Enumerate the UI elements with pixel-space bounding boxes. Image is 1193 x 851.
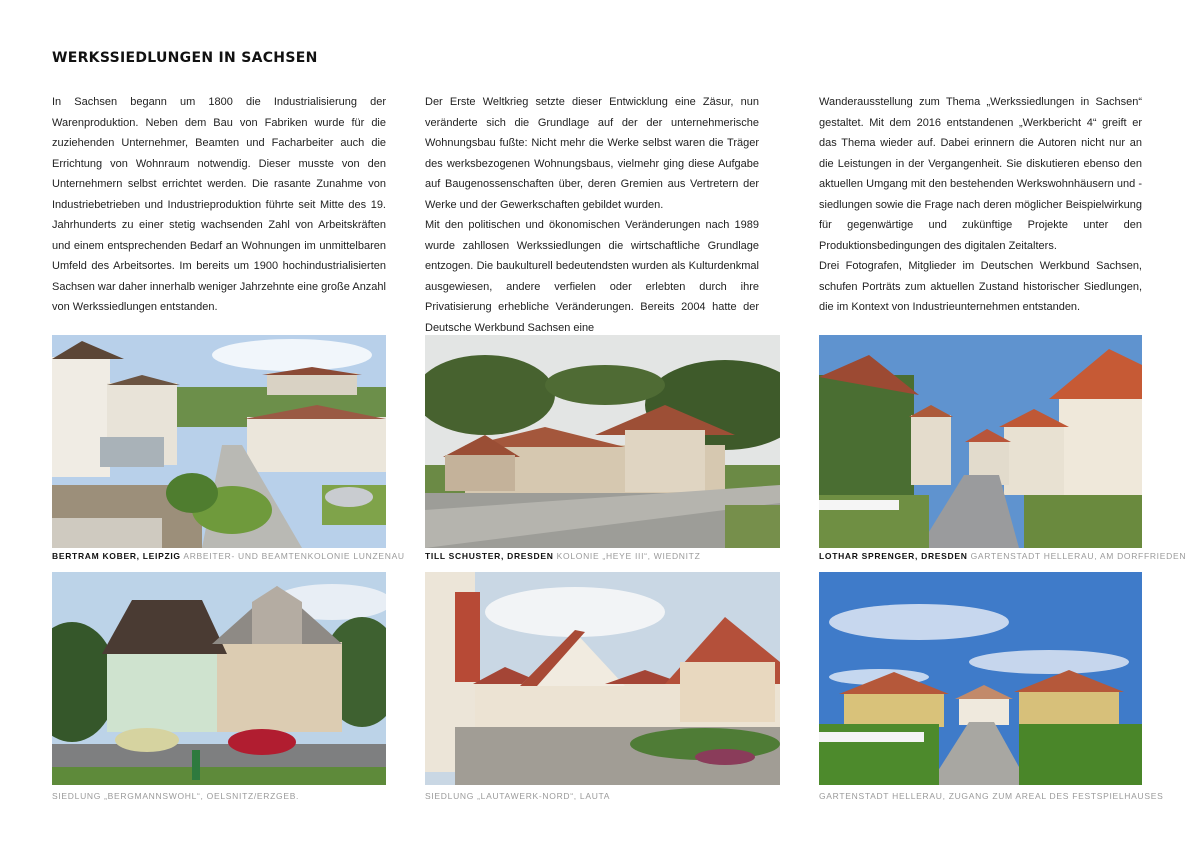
paragraph: Wanderausstellung zum Thema „Werkssiedlungen in Sachsen“ gestaltet. Mit dem 2016 entstandenen „Werkbericht 4“ greift er das Thema wieder auf. Dabei erinnern die Autoren nicht nur an die Leistungen in der Vergangenheit. Sie diskutieren ebenso den aktuellen Umgang mit den bestehenden Werkswohnhäusern und -siedlungen sowie die Frage nach deren möglicher Beispielwirkung für gegenwärtige und zukünftige Projekte unter den Produktionsbedingungen des digitalen Zeitalters.: [819, 96, 1142, 252]
caption-photo-2: [425, 551, 700, 561]
caption-photo-1: [52, 551, 405, 561]
caption-photo-4: [52, 791, 299, 801]
page-heading: WERKSSIEDLUNGEN IN SACHSEN: [52, 50, 318, 66]
paragraph: Drei Fotografen, Mitglieder im Deutschen Werkbund Sachsen, schufen Porträts zum aktuellen Zustand historischer Siedlungen, die im Kontext von Industrieunternehmen entstanden.: [819, 260, 1142, 313]
location-label: KOLONIE „HEYE III“, WIEDNITZ: [556, 551, 701, 561]
photo-hellerau-dorffrieden: [819, 335, 1142, 548]
location-label: GARTENSTADT HELLERAU, ZUGANG ZUM AREAL DES FESTSPIELHAUSES: [819, 791, 1164, 801]
photographer-credit: TILL SCHUSTER, DRESDEN: [425, 551, 554, 561]
photo-bergmannswohl: [52, 572, 386, 785]
caption-photo-6: [819, 791, 1163, 801]
location-label: SIEDLUNG „LAUTAWERK-NORD“, LAUTA: [425, 791, 611, 801]
caption-photo-5: [425, 791, 610, 801]
text-column-1: [52, 92, 386, 318]
photo-heye-iii: [425, 335, 780, 548]
text-column-2: [425, 92, 759, 338]
text-column-3: [819, 92, 1142, 318]
photo-lautawerk-nord: [425, 572, 780, 785]
paragraph: Mit den politischen und ökonomischen Veränderungen nach 1989 wurde zahllosen Werkssiedlungen die wirtschaftliche Grundlage entzogen. Die baukulturell bedeutendsten wurden als Kulturdenkmal ausgewiesen, andere verfielen oder erlebten durch ihre Privatisierung erhebliche Veränderungen. Bereits 2004 hatte der Deutsche Werkbund Sachsen eine: [425, 219, 759, 334]
location-label: GARTENSTADT HELLERAU, AM DORFFRIEDEN: [970, 551, 1187, 561]
paragraph: Der Erste Weltkrieg setzte dieser Entwicklung eine Zäsur, nun veränderte sich die Grundlage auf der der unternehmerische Wohnungsbau fußte: Nicht mehr die Werke selbst waren die Träger des werksbezogenen Wohnungsbaus, vielmehr ging diese Aufgabe auf Baugenossenschaften über, deren Gremien aus Vertretern der Werke und der Gewerkschaften gebildet wurden.: [425, 96, 759, 211]
paragraph: In Sachsen begann um 1800 die Industrialisierung der Warenproduktion. Neben dem Bau von Fabriken wurde für die zuziehenden Unternehmer, Beamten und Facharbeiter auch die Errichtung von Wohnraum notwendig. Dieser musste von den Unternehmern selbst errichtet werden. Die rasante Zunahme von Industriebetrieben und Industrieproduktion führte seit Mitte des 19. Jahrhunderts zu einer stetig wachsenden Zahl von Arbeitskräften und einem entsprechenden Bedarf an Wohnungen im unmittelbaren Umfeld des Arbeitsortes. Im bereits um 1900 hochindustrialisierten Sachsen war daher innerhalb weniger Jahrzehnte eine große Anzahl von Werkssiedlungen entstanden.: [52, 96, 386, 313]
location-label: ARBEITER- UND BEAMTENKOLONIE LUNZENAU: [183, 551, 405, 561]
photographer-credit: LOTHAR SPRENGER, DRESDEN: [819, 551, 968, 561]
photo-lunzenau: [52, 335, 386, 548]
location-label: SIEDLUNG „BERGMANNSWOHL“, OELSNITZ/ERZGEB.: [52, 791, 300, 801]
photographer-credit: BERTRAM KOBER, LEIPZIG: [52, 551, 181, 561]
photo-hellerau-festspielhaus: [819, 572, 1142, 785]
caption-photo-3: [819, 551, 1186, 561]
